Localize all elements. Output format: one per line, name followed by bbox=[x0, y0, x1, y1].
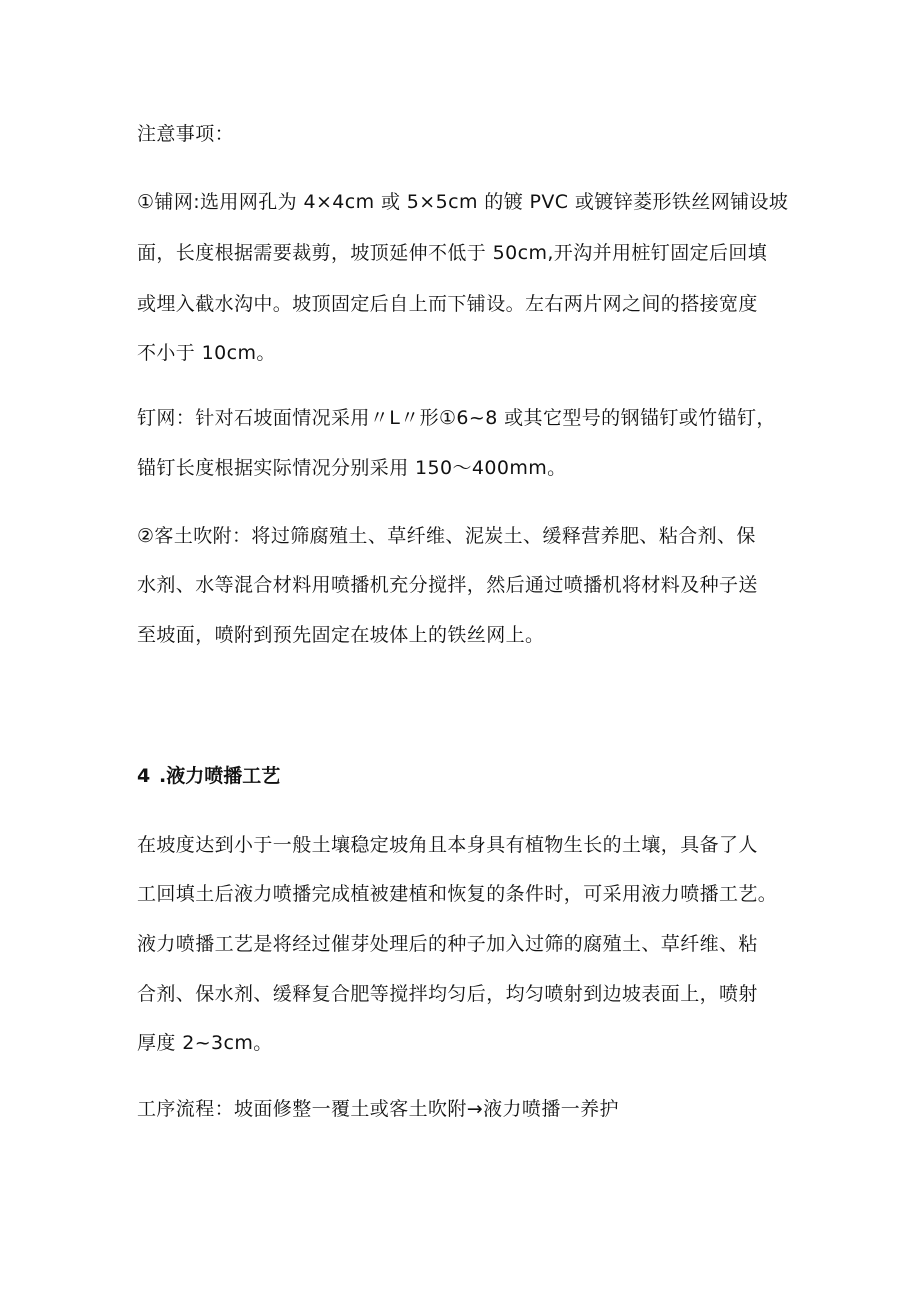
paragraph-line: 在坡度达到小于一般土壤稳定坡角且本身具有植物生长的土壤，具备了人 bbox=[137, 834, 758, 856]
section-heading bbox=[137, 764, 280, 788]
paragraph-line: 面，长度根据需要裁剪，坡顶延伸不低于 50cm,开沟并用桩钉固定后回填 bbox=[137, 242, 768, 264]
process-flow: 工序流程：坡面修整一覆土或客土吹附→液力喷播一养护 bbox=[137, 1098, 619, 1120]
paragraph-line: 液力喷播工艺是将经过催芽处理后的种子加入过筛的腐殖土、草纤维、粘 bbox=[137, 933, 758, 955]
paragraph-line: ②客土吹附：将过筛腐殖土、草纤维、泥炭土、缓释营养肥、粘合剂、保 bbox=[137, 525, 756, 547]
section-number: 4 bbox=[137, 765, 151, 787]
paragraph-line: 厚度 2~3cm。 bbox=[137, 1032, 273, 1054]
paragraph-line: 合剂、保水剂、缓释复合肥等搅拌均匀后，均匀喷射到边坡表面上，喷射 bbox=[137, 983, 758, 1005]
paragraph-line: 至坡面，喷附到预先固定在坡体上的铁丝网上。 bbox=[137, 624, 545, 646]
paragraph-line: 锚钉长度根据实际情况分别采用 150～400mm。 bbox=[137, 457, 567, 479]
paragraph-line: 工回填土后液力喷播完成植被建植和恢复的条件时，可采用液力喷播工艺。 bbox=[137, 883, 778, 905]
paragraph-line: 不小于 10cm。 bbox=[137, 342, 276, 364]
notes-title: 注意事项： bbox=[137, 123, 235, 145]
paragraph-line: 或埋入截水沟中。坡顶固定后自上而下铺设。左右两片网之间的搭接宽度 bbox=[137, 293, 758, 315]
paragraph-line: 水剂、水等混合材料用喷播机充分搅拌，然后通过喷播机将材料及种子送 bbox=[137, 574, 758, 596]
section-title: .液力喷播工艺 bbox=[159, 765, 281, 787]
paragraph-line: 钉网：针对石坡面情况采用〃L〃形①6~8 或其它型号的钢锚钉或竹锚钉， bbox=[137, 407, 776, 429]
paragraph-line: ①铺网:选用网孔为 4×4cm 或 5×5cm 的镀 PVC 或镀锌菱形铁丝网铺设坡 bbox=[137, 191, 789, 213]
